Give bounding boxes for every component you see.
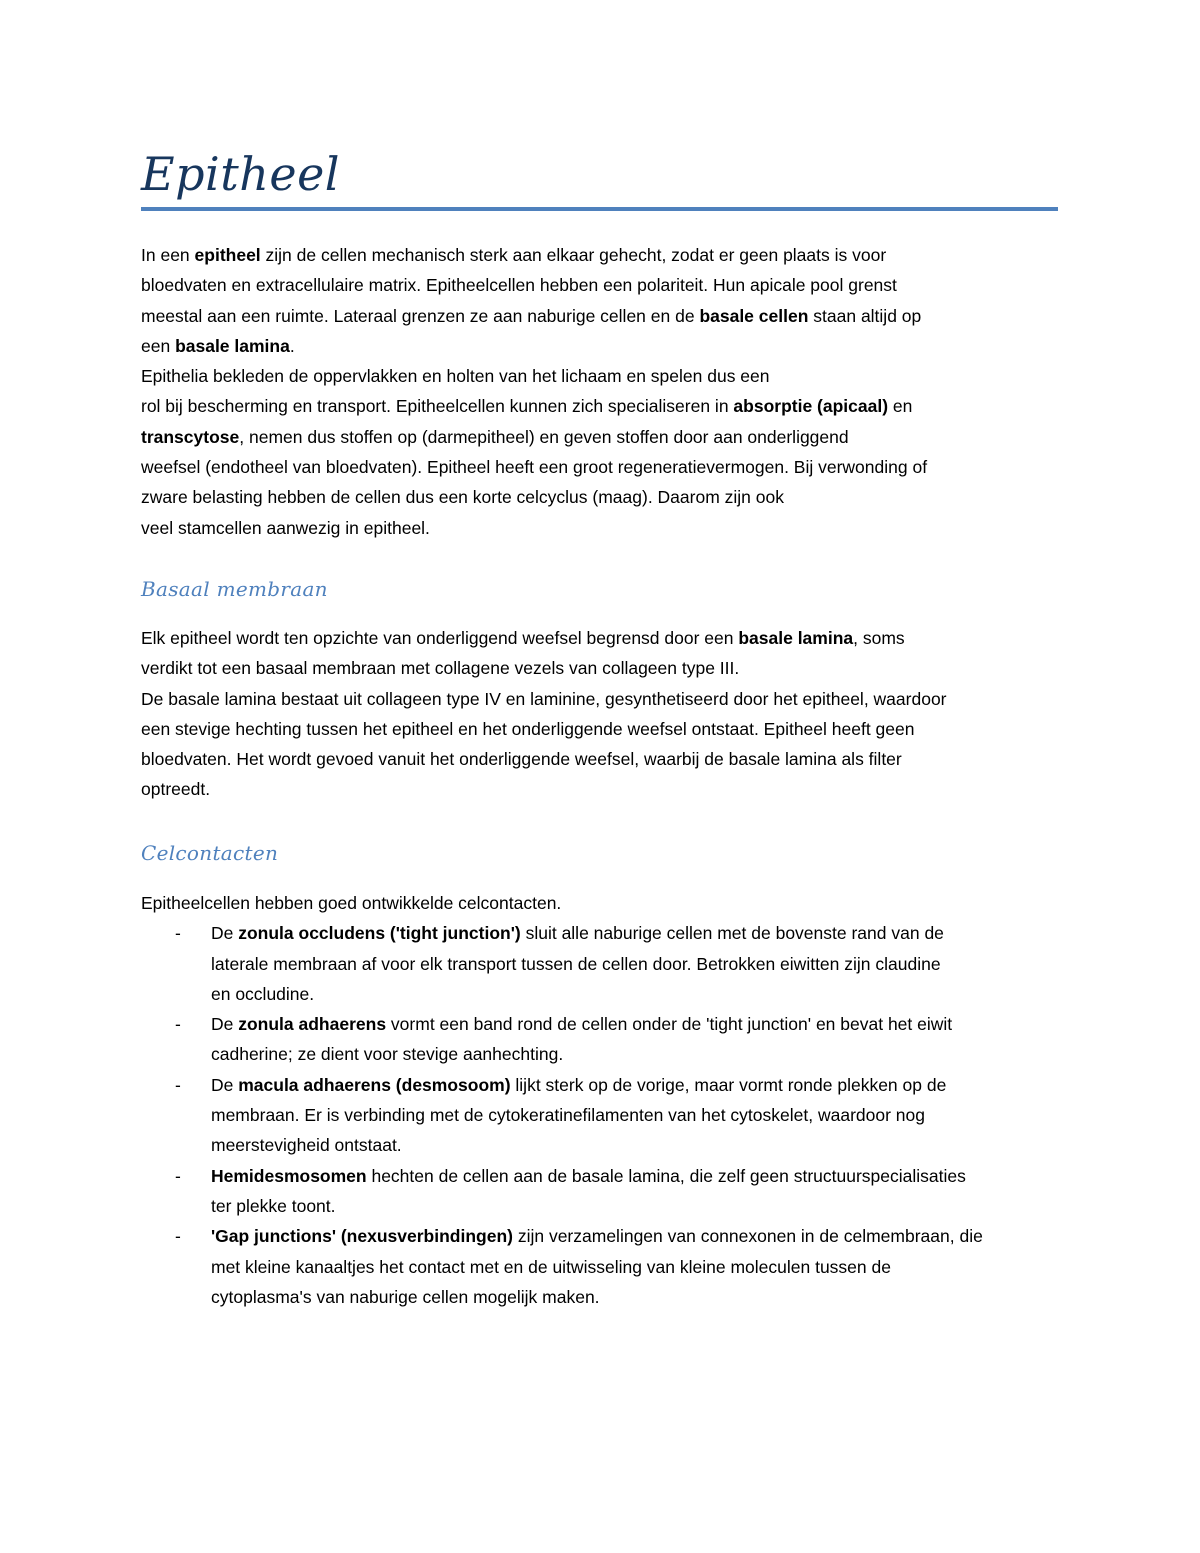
intro-line: bloedvaten en extracellulaire matrix. Epitheelcellen hebben een polariteit. Hun apicale pool grenst bbox=[141, 275, 897, 296]
list-line: membraan. Er is verbinding met de cytokeratinefilamenten van het cytoskelet, waardoor nog bbox=[211, 1105, 925, 1126]
bold-term: zonula adhaerens bbox=[238, 1014, 387, 1035]
section-heading-celcontacten: Celcontacten bbox=[141, 841, 279, 865]
text-run: en bbox=[888, 396, 913, 417]
page-title: Epitheel bbox=[141, 147, 341, 201]
bullet-dash: - bbox=[175, 1165, 181, 1186]
list-item bbox=[141, 918, 1071, 1009]
list-item bbox=[141, 1070, 1071, 1161]
bold-term: basale lamina bbox=[175, 335, 290, 356]
text-run: een bbox=[141, 335, 176, 356]
paragraph-line: De basale lamina bestaat uit collageen type IV en laminine, gesynthetiseerd door het epitheel, waardoor bbox=[141, 688, 947, 709]
bold-term: macula adhaerens (desmosoom) bbox=[238, 1074, 511, 1095]
text-run: zijn de cellen mechanisch sterk aan elkaar gehecht, zodat er geen plaats is voor bbox=[260, 245, 887, 265]
intro-line: weefsel (endotheel van bloedvaten). Epitheel heeft een groot regeneratievermogen. Bij verwonding of bbox=[141, 457, 928, 478]
section-heading-basaal-membraan: Basaal membraan bbox=[141, 577, 328, 601]
text-run: vormt een band rond de cellen onder de 'tight junction' en bevat het eiwit bbox=[386, 1014, 953, 1035]
bold-term: epitheel bbox=[194, 245, 261, 265]
bold-term: absorptie (apicaal) bbox=[733, 396, 889, 417]
list-line: cadherine; ze dient voor stevige aanhechting. bbox=[211, 1044, 564, 1065]
text-run: Elk epitheel wordt ten opzichte van onderliggend weefsel begrensd door een bbox=[141, 628, 739, 648]
intro-line bbox=[141, 301, 1071, 331]
text-run: zijn verzamelingen van connexonen in de celmembraan, die bbox=[512, 1226, 983, 1247]
text-run: De bbox=[211, 1014, 239, 1035]
intro-line: veel stamcellen aanwezig in epitheel. bbox=[141, 517, 430, 538]
text-run: staan altijd op bbox=[808, 305, 922, 326]
intro-line bbox=[141, 240, 1071, 270]
text-run: . bbox=[289, 335, 295, 356]
list-line: cytoplasma's van naburige cellen mogelijk maken. bbox=[211, 1286, 600, 1307]
text-run: , nemen dus stoffen op (darmepitheel) en geven stoffen door aan onderliggend bbox=[239, 426, 849, 447]
paragraph-line: optreedt. bbox=[141, 779, 211, 800]
bullet-dash: - bbox=[175, 1014, 181, 1035]
bold-term: transcytose bbox=[141, 426, 240, 447]
list-item bbox=[141, 1009, 1071, 1070]
intro-line: Epithelia bekleden de oppervlakken en holten van het lichaam en spelen dus een bbox=[141, 366, 770, 387]
text-run: De bbox=[211, 1074, 239, 1095]
title-underline bbox=[141, 207, 1058, 211]
paragraph-line bbox=[141, 623, 1071, 653]
intro-section bbox=[141, 240, 1071, 543]
intro-line bbox=[141, 391, 1071, 421]
list-line bbox=[211, 1009, 1061, 1039]
bold-term: zonula occludens ('tight junction') bbox=[238, 923, 521, 944]
text-run: , soms bbox=[853, 628, 905, 648]
bold-term: 'Gap junctions' (nexusverbindingen) bbox=[211, 1226, 513, 1247]
list-line bbox=[211, 918, 1061, 948]
celcontacten-section bbox=[141, 888, 1071, 1312]
list-line: meerstevigheid ontstaat. bbox=[211, 1135, 402, 1156]
list-line bbox=[211, 1221, 1061, 1251]
list-item bbox=[141, 1161, 1071, 1222]
paragraph-line: bloedvaten. Het wordt gevoed vanuit het onderliggende weefsel, waarbij de basale lamina als filter bbox=[141, 749, 902, 770]
text-run: rol bij bescherming en transport. Epitheelcellen kunnen zich specialiseren in bbox=[141, 396, 734, 417]
intro-line: zware belasting hebben de cellen dus een korte celcyclus (maag). Daarom zijn ook bbox=[141, 487, 784, 508]
paragraph-line: Epitheelcellen hebben goed ontwikkelde celcontacten. bbox=[141, 893, 562, 913]
bullet-dash: - bbox=[175, 1074, 181, 1095]
bold-term: basale cellen bbox=[699, 305, 809, 326]
text-run: In een bbox=[141, 245, 195, 265]
bullet-dash: - bbox=[175, 923, 181, 944]
text-run: lijkt sterk op de vorige, maar vormt ronde plekken op de bbox=[510, 1074, 947, 1095]
list-line bbox=[211, 1070, 1061, 1100]
intro-line bbox=[141, 331, 1071, 361]
text-run: hechten de cellen aan de basale lamina, die zelf geen structuurspecialisaties bbox=[366, 1165, 966, 1186]
paragraph-line: een stevige hechting tussen het epitheel en het onderliggende weefsel ontstaat. Epitheel heeft geen bbox=[141, 718, 915, 739]
text-run: sluit alle naburige cellen met de bovenste rand van de bbox=[520, 923, 944, 944]
list-item bbox=[141, 1221, 1071, 1312]
text-run: De bbox=[211, 923, 239, 944]
bold-term: Hemidesmosomen bbox=[211, 1165, 367, 1186]
list-line: met kleine kanaaltjes het contact met en de uitwisseling van kleine moleculen tussen de bbox=[211, 1256, 891, 1277]
bold-term: basale lamina bbox=[738, 628, 854, 648]
list-line: ter plekke toont. bbox=[211, 1195, 336, 1216]
bullet-dash: - bbox=[175, 1226, 181, 1247]
basaal-membraan-section bbox=[141, 623, 1071, 805]
text-run: meestal aan een ruimte. Lateraal grenzen ze aan naburige cellen en de bbox=[141, 305, 700, 326]
list-line: laterale membraan af voor elk transport tussen de cellen door. Betrokken eiwitten zijn claudine bbox=[211, 953, 941, 974]
list-line bbox=[211, 1161, 1061, 1191]
list-line: en occludine. bbox=[211, 983, 315, 1004]
intro-line bbox=[141, 422, 1071, 452]
paragraph-line: verdikt tot een basaal membraan met collagene vezels van collageen type III. bbox=[141, 658, 740, 679]
